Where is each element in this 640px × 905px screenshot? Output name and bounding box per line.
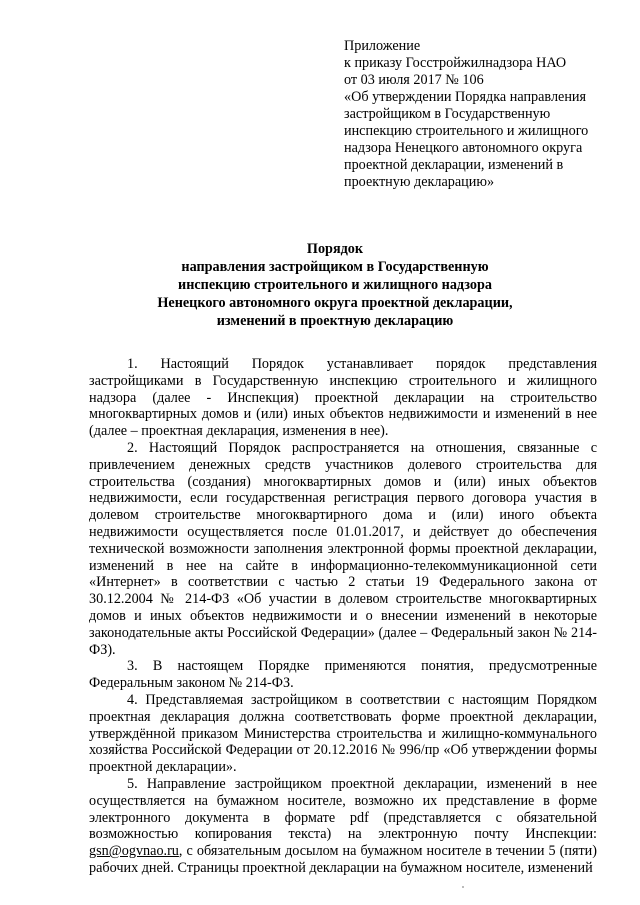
paragraph-1: 1. Настоящий Порядок устанавливает порядок представления застройщиками в Государственную инспекцию строительного и жилищного надзора (далее - Инспекция) проектной декларации на строительство многоквартирных домов и (или) иных объектов недвижимости и изменений в нее (далее – проектная декларация, изменения в нее). bbox=[89, 356, 597, 440]
appendix-line: проектной декларации, изменений в bbox=[344, 157, 564, 173]
document-title bbox=[100, 240, 570, 330]
title-line: изменений в проектную декларацию bbox=[216, 313, 454, 329]
appendix-header bbox=[344, 38, 606, 191]
paragraph-5-text: 5. Направление застройщиком проектной декларации, изменений в нее осуществляется на бумажном носителе, возможно их представление в форме электронного документа в формате pdf (представляется с обязательной возможностью копирования текста) на электронную почту Инспекции: bbox=[89, 775, 597, 843]
title-line: Ненецкого автономного округа проектной декларации, bbox=[157, 295, 513, 311]
appendix-line: Приложение bbox=[344, 38, 421, 54]
paragraph-5-text-end: , с обязательным досылом на бумажном носителе в течении 5 (пяти) рабочих дней. Страницы проектной декларации на бумажном носителе, изменений bbox=[89, 843, 597, 876]
paragraph-2: 2. Настоящий Порядок распространяется на отношения, связанные с привлечением денежных средств участников долевого строительства для строительства (создания) многоквартирных домов и (или) иных объектов недвижимости, если государственная регистрация первого договора участия в долевом строительстве многоквартирного дома и (или) иного объекта недвижимости осуществляется после 01.01.2017, и действует до обеспечения технической возможности заполнения электронной формы проектной декларации, изменений в нее на сайте в информационно-телекоммуникационной сети «Интернет» в соответствии с частью 2 статьи 19 Федерального закона от 30.12.2004 № 214-ФЗ «Об участии в долевом строительстве многоквартирных домов и иных объектов недвижимости и о внесении изменений в некоторые законодательные акты Российской Федерации» (далее – Федеральный закон № 214-ФЗ). bbox=[89, 439, 597, 658]
appendix-line: застройщиком в Государственную bbox=[344, 106, 551, 122]
document-body bbox=[89, 356, 597, 877]
appendix-line: к приказу Госстройжилнадзора НАО bbox=[344, 55, 567, 71]
paragraph-3: 3. В настоящем Порядке применяются понятия, предусмотренные Федеральным законом № 214-ФЗ. bbox=[89, 658, 597, 692]
appendix-line: надзора Ненецкого автономного округа bbox=[344, 140, 583, 156]
scan-speck bbox=[462, 886, 464, 888]
appendix-line: «Об утверждении Порядка направления bbox=[344, 89, 587, 105]
appendix-line: от 03 июля 2017 № 106 bbox=[344, 72, 484, 88]
title-line: инспекцию строительного и жилищного надзора bbox=[178, 277, 492, 293]
paragraph-5 bbox=[89, 776, 597, 877]
email-link[interactable]: gsn@ogvnao.ru bbox=[89, 843, 179, 860]
appendix-line: инспекцию строительного и жилищного bbox=[344, 123, 589, 139]
title-line: Порядок bbox=[306, 241, 364, 257]
title-line: направления застройщиком в Государственную bbox=[181, 259, 489, 275]
appendix-line: проектную декларацию» bbox=[344, 174, 495, 190]
paragraph-4: 4. Представляемая застройщиком в соответствии с настоящим Порядком проектная декларация должна соответствовать форме проектной декларации, утверждённой приказом Министерства строительства и жилищно-коммунального хозяйства Российской Федерации от 20.12.2016 № 996/пр «Об утверждении формы проектной декларации». bbox=[89, 691, 597, 776]
